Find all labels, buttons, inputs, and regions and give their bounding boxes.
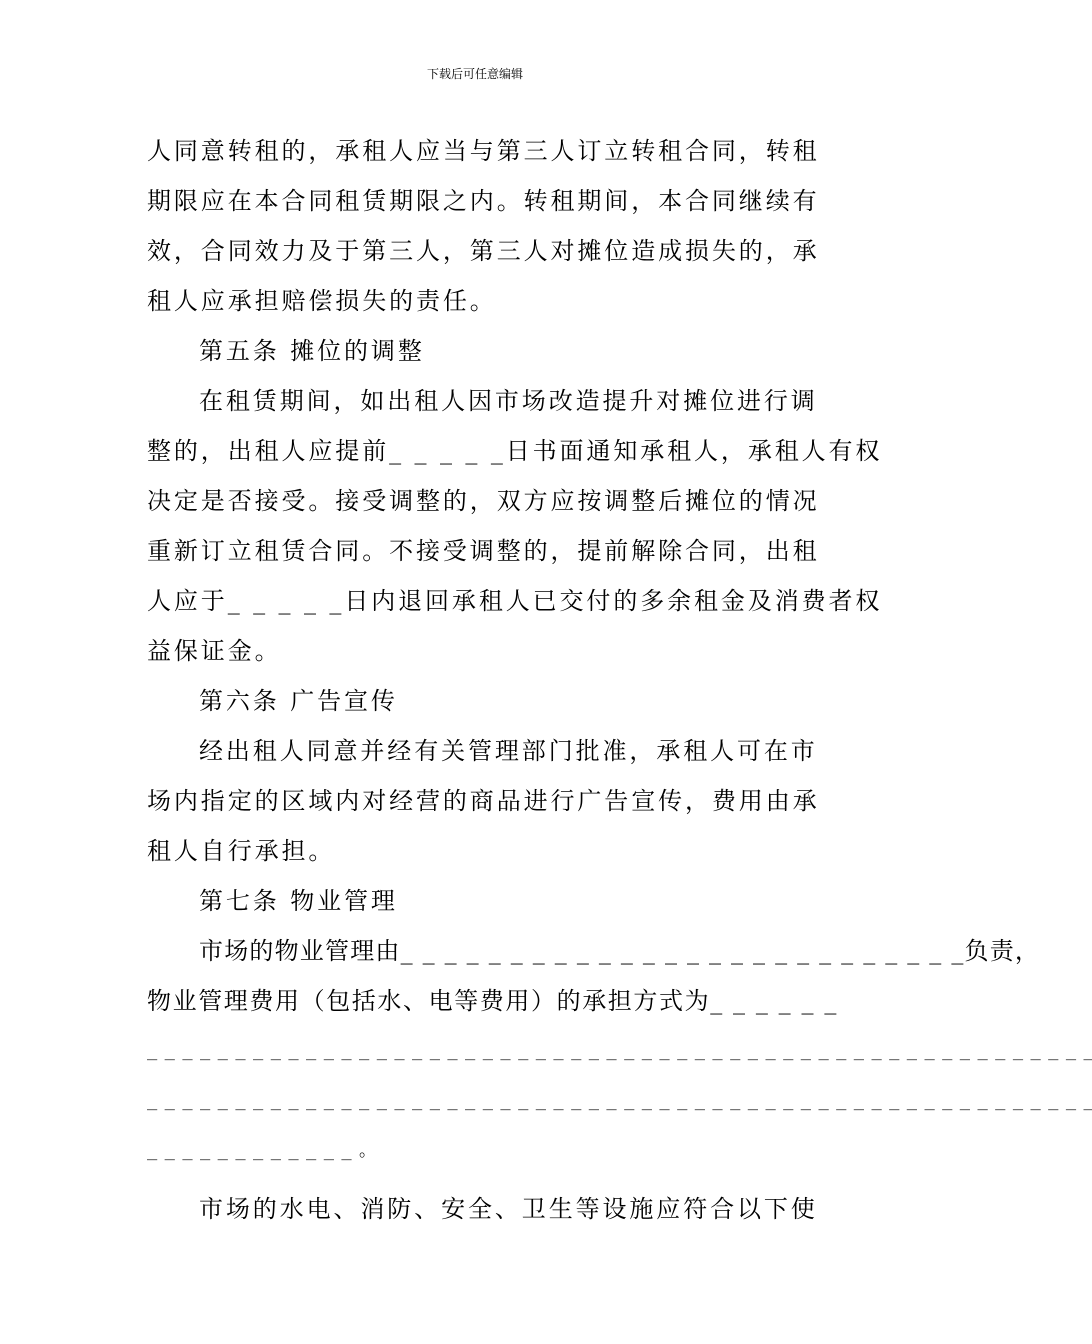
paragraph-line: 益保证金。	[147, 637, 282, 665]
blank-fill-line: _ _ _ _ _ _ _ _ _ _ _ _ 。	[147, 1141, 375, 1161]
paragraph-line: 经出租人同意并经有关管理部门批准，承租人可在市	[199, 737, 818, 765]
section-heading-7: 第七条 物业管理	[199, 887, 398, 915]
section-heading-5: 第五条 摊位的调整	[199, 337, 425, 365]
paragraph-line-blank: 整的，出租人应提前_ _ _ _ _日书面通知承租人，承租人有权	[147, 437, 883, 465]
document-body	[147, 126, 1092, 1234]
paragraph-line: 市场的水电、消防、安全、卫生等设施应符合以下使	[199, 1195, 818, 1223]
paragraph-line: 在租赁期间，如出租人因市场改造提升对摊位进行调	[199, 387, 818, 415]
paragraph-line: 重新订立租赁合同。不接受调整的，提前解除合同，出租	[147, 537, 820, 565]
paragraph-line: 人同意转租的，承租人应当与第三人订立转租合同，转租	[147, 137, 820, 165]
paragraph-line: 期限应在本合同租赁期限之内。转租期间，本合同继续有	[147, 187, 820, 215]
paragraph-line: 租人自行承担。	[147, 837, 336, 865]
paragraph-line: 场内指定的区域内对经营的商品进行广告宣传，费用由承	[147, 787, 820, 815]
paragraph-line-blank: 市场的物业管理由_ _ _ _ _ _ _ _ _ _ _ _ _ _ _ _ _ _ _ _ _ _ _ _ _ _负责，	[199, 937, 1041, 965]
blank-fill-line: _ _ _ _ _ _ _ _ _ _ _ _ _ _ _ _ _ _ _ _ _ _ _ _ _ _ _ _ _ _ _ _ _ _ _ _ _ _ _ _ _ _ _ _ _ _ _ _ _ _ _ _ _ _	[147, 1091, 1092, 1111]
paragraph-line-blank: 物业管理费用（包括水、电等费用）的承担方式为_ _ _ _ _ _	[147, 987, 838, 1015]
page-header: 下载后可任意编辑	[426, 67, 523, 81]
blank-fill-line: _ _ _ _ _ _ _ _ _ _ _ _ _ _ _ _ _ _ _ _ _ _ _ _ _ _ _ _ _ _ _ _ _ _ _ _ _ _ _ _ _ _ _ _ _ _ _ _ _ _ _ _ _ _	[147, 1041, 1092, 1061]
paragraph-line-blank: 人应于_ _ _ _ _日内退回承租人已交付的多余租金及消费者权	[147, 587, 883, 615]
paragraph-line: 租人应承担赔偿损失的责任。	[147, 287, 497, 315]
paragraph-line: 效，合同效力及于第三人，第三人对摊位造成损失的，承	[147, 237, 820, 265]
section-heading-6: 第六条 广告宣传	[199, 687, 398, 715]
paragraph-line: 决定是否接受。接受调整的，双方应按调整后摊位的情况	[147, 487, 820, 515]
